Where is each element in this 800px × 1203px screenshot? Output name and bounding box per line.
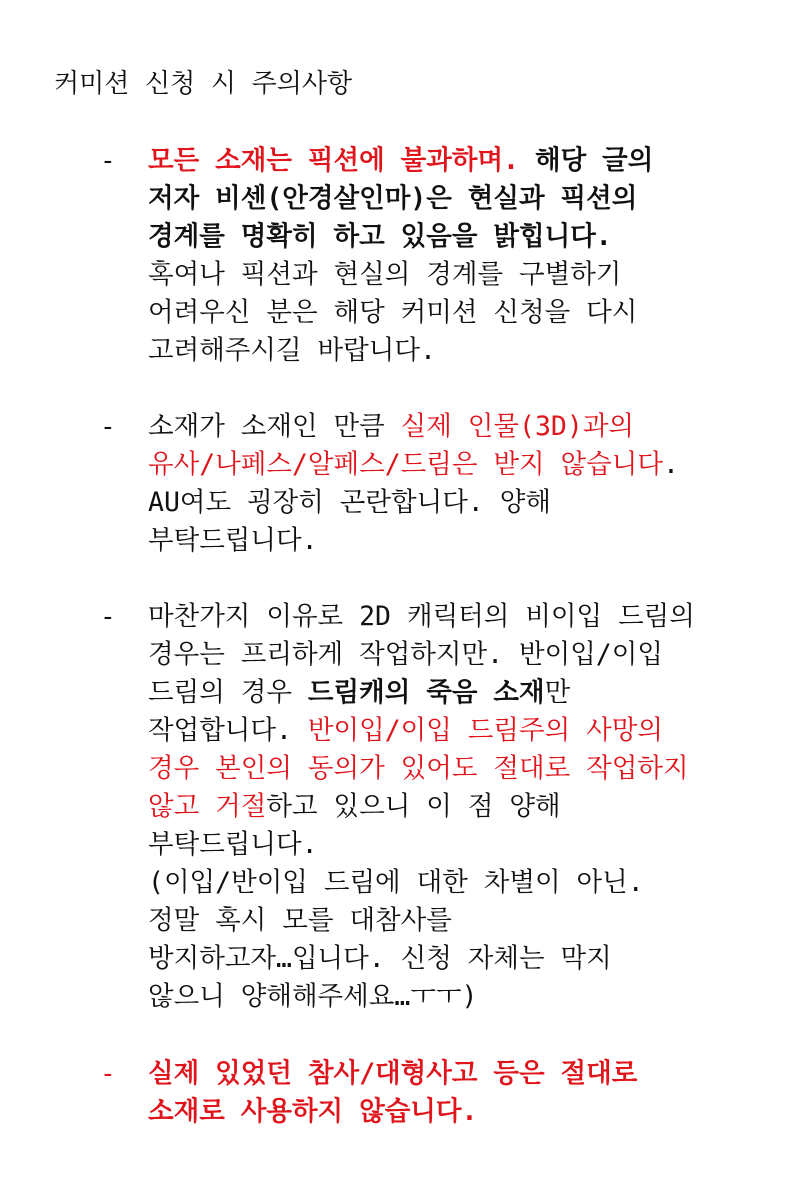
bullet-dash: - <box>100 602 116 632</box>
text-line <box>148 1055 788 1093</box>
text-line <box>148 1093 788 1131</box>
text-segment: 정말 혹시 모를 대참사를 <box>148 905 452 936</box>
text-segment: 드림캐의 죽음 소재 <box>307 677 545 708</box>
text-line <box>148 484 788 522</box>
text-line <box>148 180 788 218</box>
bullet-dash: - <box>100 412 116 442</box>
bullet-dash: - <box>100 146 116 176</box>
text-segment: (이입/반이입 드림에 대한 차별이 아닌. <box>148 867 644 898</box>
text-line <box>148 826 788 864</box>
text-segment: 소재가 소재인 만큼 <box>148 411 401 442</box>
text-segment: 드림의 경우 <box>148 677 308 708</box>
highlighted-text: 소재로 사용하지 않습니다. <box>148 1096 478 1127</box>
text-segment: 하고 있으니 이 점 양해 <box>266 791 561 822</box>
text-segment: 마찬가지 이유로 2D 캐릭터의 비이입 드림의 <box>148 601 695 632</box>
text-segment: 작업합니다. <box>148 715 308 746</box>
text-line <box>148 902 788 940</box>
page-title: 커미션 신청 시 주의사항 <box>54 69 353 99</box>
text-segment: 어려우신 분은 해당 커미션 신청을 다시 <box>148 297 638 328</box>
text-segment: AU여도 굉장히 곤란합니다. 양해 <box>148 487 551 518</box>
highlighted-text: 경우 본인의 동의가 있어도 절대로 작업하지 <box>148 753 689 784</box>
text-segment: 만 <box>544 677 571 708</box>
highlighted-text: 실제 인물(3D)과의 <box>400 411 635 442</box>
text-line <box>148 294 788 332</box>
text-line <box>148 522 788 560</box>
text-line <box>148 598 788 636</box>
highlighted-text: 모든 소재는 픽션에 불과하며. <box>148 145 520 176</box>
text-segment: 경우는 프리하게 작업하지만. 반이입/이입 <box>148 639 663 670</box>
highlighted-text: 실제 있었던 참사/대형사고 등은 절대로 <box>148 1058 638 1089</box>
notice-text <box>148 598 788 1016</box>
notice-text <box>148 408 788 560</box>
highlighted-text: 않고 거절 <box>148 791 267 822</box>
text-line <box>148 218 788 256</box>
highlighted-text: 유사/나페스/알페스/드림은 받지 않습니다 <box>148 449 663 480</box>
text-segment: 부탁드립니다. <box>148 525 318 556</box>
text-line <box>148 674 788 712</box>
text-line <box>148 256 788 294</box>
text-line <box>148 332 788 370</box>
text-line <box>148 712 788 750</box>
text-segment: 혹여나 픽션과 현실의 경계를 구별하기 <box>148 259 622 290</box>
text-line <box>148 142 788 180</box>
text-segment: 방지하고자…입니다. 신청 자체는 막지 <box>148 943 612 974</box>
highlighted-text: 반이입/이입 드림주의 사망의 <box>307 715 663 746</box>
notice-text <box>148 1055 788 1131</box>
text-segment: 해당 글의 <box>519 145 654 176</box>
text-line <box>148 978 788 1016</box>
text-segment: 저자 비센(안경살인마)은 현실과 픽션의 <box>148 183 638 214</box>
text-line <box>148 788 788 826</box>
text-segment: 부탁드립니다. <box>148 829 318 860</box>
text-segment: . <box>662 449 679 480</box>
text-segment: 고려해주시길 바랍니다. <box>148 335 436 366</box>
text-line <box>148 446 788 484</box>
notice-text <box>148 142 788 370</box>
text-line <box>148 408 788 446</box>
text-segment: 않으니 양해해주세요…ㅜㅜ) <box>148 981 478 1012</box>
text-line <box>148 750 788 788</box>
text-segment: 경계를 명확히 하고 있음을 밝힙니다. <box>148 221 612 252</box>
text-line <box>148 940 788 978</box>
text-line <box>148 636 788 674</box>
bullet-dash: - <box>100 1059 116 1089</box>
text-line <box>148 864 788 902</box>
